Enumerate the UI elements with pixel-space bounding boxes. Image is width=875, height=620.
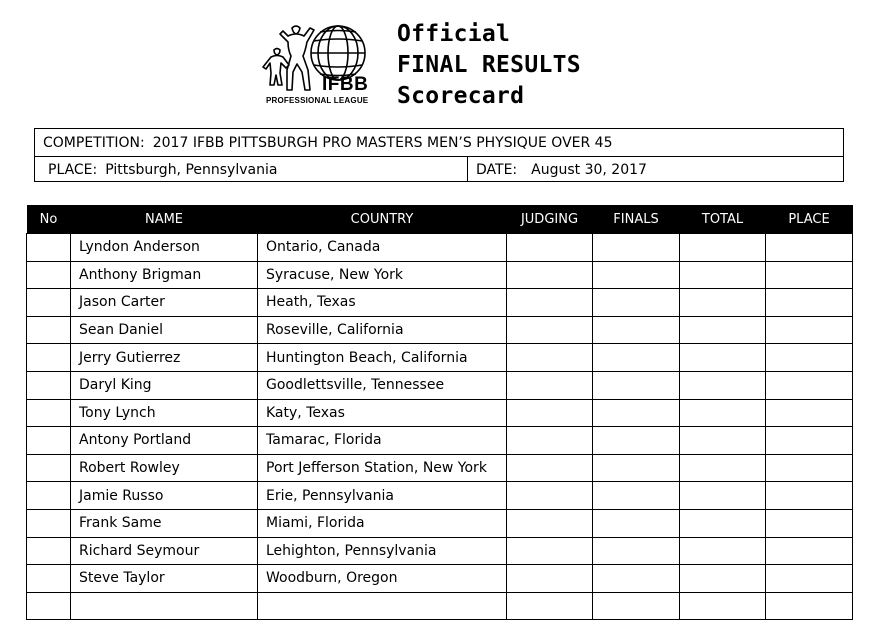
cell-place bbox=[766, 344, 853, 372]
competition-info-box bbox=[34, 128, 844, 182]
header-finals: FINALS bbox=[593, 205, 680, 234]
table-row bbox=[27, 537, 853, 565]
cell-no bbox=[27, 537, 71, 565]
cell-judging bbox=[507, 565, 593, 593]
cell-country: Heath, Texas bbox=[258, 289, 507, 317]
cell-total bbox=[680, 565, 766, 593]
cell-country: Woodburn, Oregon bbox=[258, 565, 507, 593]
cell-no bbox=[27, 565, 71, 593]
cell-place bbox=[766, 261, 853, 289]
date-cell bbox=[467, 157, 844, 182]
cell-total bbox=[680, 289, 766, 317]
cell-place bbox=[766, 454, 853, 482]
cell-place bbox=[766, 592, 853, 620]
cell-place bbox=[766, 482, 853, 510]
cell-name: Lyndon Anderson bbox=[71, 234, 258, 262]
cell-place bbox=[766, 371, 853, 399]
cell-place bbox=[766, 234, 853, 262]
cell-no bbox=[27, 234, 71, 262]
cell-finals bbox=[593, 592, 680, 620]
cell-no bbox=[27, 509, 71, 537]
cell-no bbox=[27, 592, 71, 620]
cell-finals bbox=[593, 371, 680, 399]
cell-no bbox=[27, 454, 71, 482]
header-total: TOTAL bbox=[680, 205, 766, 234]
logo-brand-text: IFBB bbox=[322, 74, 369, 95]
cell-total bbox=[680, 261, 766, 289]
table-row bbox=[27, 344, 853, 372]
competition-cell bbox=[43, 129, 613, 156]
cell-name: Sean Daniel bbox=[71, 316, 258, 344]
cell-country: Ontario, Canada bbox=[258, 234, 507, 262]
cell-no bbox=[27, 399, 71, 427]
place-label: PLACE: bbox=[48, 161, 98, 178]
header-judging: JUDGING bbox=[507, 205, 593, 234]
cell-judging bbox=[507, 427, 593, 455]
cell-judging bbox=[507, 509, 593, 537]
cell-finals bbox=[593, 399, 680, 427]
cell-country bbox=[258, 592, 507, 620]
cell-no bbox=[27, 427, 71, 455]
cell-finals bbox=[593, 427, 680, 455]
cell-place bbox=[766, 565, 853, 593]
cell-no bbox=[27, 289, 71, 317]
place-value: Pittsburgh, Pennsylvania bbox=[105, 161, 278, 178]
cell-total bbox=[680, 482, 766, 510]
header-place: PLACE bbox=[766, 205, 853, 234]
cell-place bbox=[766, 289, 853, 317]
competition-value: 2017 IFBB PITTSBURGH PRO MASTERS MEN’S PHYSIQUE OVER 45 bbox=[152, 134, 613, 151]
cell-finals bbox=[593, 509, 680, 537]
cell-place bbox=[766, 509, 853, 537]
cell-total bbox=[680, 509, 766, 537]
cell-finals bbox=[593, 261, 680, 289]
competition-label: COMPETITION: bbox=[43, 134, 145, 151]
place-cell bbox=[48, 157, 277, 182]
cell-finals bbox=[593, 234, 680, 262]
table-row bbox=[27, 371, 853, 399]
cell-judging bbox=[507, 261, 593, 289]
results-body bbox=[27, 234, 853, 620]
cell-country: Erie, Pennsylvania bbox=[258, 482, 507, 510]
cell-name: Jamie Russo bbox=[71, 482, 258, 510]
table-header-row bbox=[27, 205, 853, 234]
table-row bbox=[27, 316, 853, 344]
table-row bbox=[27, 261, 853, 289]
ifbb-pro-league-logo bbox=[262, 20, 386, 106]
title-line-final-results: FINAL RESULTS bbox=[397, 52, 581, 78]
cell-judging bbox=[507, 399, 593, 427]
header-country: COUNTRY bbox=[258, 205, 507, 234]
cell-country: Miami, Florida bbox=[258, 509, 507, 537]
cell-country: Goodlettsville, Tennessee bbox=[258, 371, 507, 399]
cell-finals bbox=[593, 537, 680, 565]
competition-row bbox=[35, 129, 843, 157]
cell-name: Robert Rowley bbox=[71, 454, 258, 482]
cell-no bbox=[27, 316, 71, 344]
cell-judging bbox=[507, 344, 593, 372]
table-row bbox=[27, 565, 853, 593]
table-row bbox=[27, 509, 853, 537]
cell-country: Tamarac, Florida bbox=[258, 427, 507, 455]
cell-finals bbox=[593, 482, 680, 510]
cell-place bbox=[766, 537, 853, 565]
scorecard-title bbox=[397, 19, 581, 112]
cell-total bbox=[680, 427, 766, 455]
cell-name: Steve Taylor bbox=[71, 565, 258, 593]
table-row bbox=[27, 399, 853, 427]
cell-judging bbox=[507, 316, 593, 344]
date-label: DATE: bbox=[476, 161, 518, 178]
cell-finals bbox=[593, 344, 680, 372]
cell-finals bbox=[593, 316, 680, 344]
cell-no bbox=[27, 344, 71, 372]
cell-no bbox=[27, 482, 71, 510]
cell-country: Port Jefferson Station, New York bbox=[258, 454, 507, 482]
cell-total bbox=[680, 592, 766, 620]
cell-name: Richard Seymour bbox=[71, 537, 258, 565]
cell-place bbox=[766, 316, 853, 344]
cell-place bbox=[766, 399, 853, 427]
cell-name: Jason Carter bbox=[71, 289, 258, 317]
cell-country: Lehighton, Pennsylvania bbox=[258, 537, 507, 565]
cell-name: Jerry Gutierrez bbox=[71, 344, 258, 372]
cell-finals bbox=[593, 565, 680, 593]
cell-judging bbox=[507, 234, 593, 262]
cell-judging bbox=[507, 482, 593, 510]
cell-name: Anthony Brigman bbox=[71, 261, 258, 289]
cell-country: Roseville, California bbox=[258, 316, 507, 344]
title-line-scorecard: Scorecard bbox=[397, 83, 525, 109]
cell-total bbox=[680, 344, 766, 372]
table-row bbox=[27, 427, 853, 455]
cell-name: Frank Same bbox=[71, 509, 258, 537]
cell-place bbox=[766, 427, 853, 455]
table-row bbox=[27, 482, 853, 510]
cell-total bbox=[680, 234, 766, 262]
results-table bbox=[26, 205, 853, 620]
cell-finals bbox=[593, 454, 680, 482]
cell-no bbox=[27, 371, 71, 399]
cell-name: Tony Lynch bbox=[71, 399, 258, 427]
cell-country: Huntington Beach, California bbox=[258, 344, 507, 372]
cell-total bbox=[680, 371, 766, 399]
table-row bbox=[27, 592, 853, 620]
cell-judging bbox=[507, 289, 593, 317]
header-name: NAME bbox=[71, 205, 258, 234]
cell-name bbox=[71, 592, 258, 620]
table-row bbox=[27, 289, 853, 317]
cell-judging bbox=[507, 371, 593, 399]
cell-judging bbox=[507, 592, 593, 620]
cell-judging bbox=[507, 454, 593, 482]
cell-total bbox=[680, 316, 766, 344]
header-no: No bbox=[27, 205, 71, 234]
cell-finals bbox=[593, 289, 680, 317]
cell-country: Katy, Texas bbox=[258, 399, 507, 427]
cell-judging bbox=[507, 537, 593, 565]
cell-name: Daryl King bbox=[71, 371, 258, 399]
logo-subtitle-text: PROFESSIONAL LEAGUE bbox=[266, 96, 369, 105]
cell-total bbox=[680, 399, 766, 427]
title-line-official: Official bbox=[397, 21, 511, 47]
table-row bbox=[27, 454, 853, 482]
place-date-row bbox=[35, 157, 843, 182]
cell-no bbox=[27, 261, 71, 289]
cell-name: Antony Portland bbox=[71, 427, 258, 455]
table-row bbox=[27, 234, 853, 262]
cell-total bbox=[680, 537, 766, 565]
date-value: August 30, 2017 bbox=[531, 161, 647, 178]
cell-total bbox=[680, 454, 766, 482]
cell-country: Syracuse, New York bbox=[258, 261, 507, 289]
